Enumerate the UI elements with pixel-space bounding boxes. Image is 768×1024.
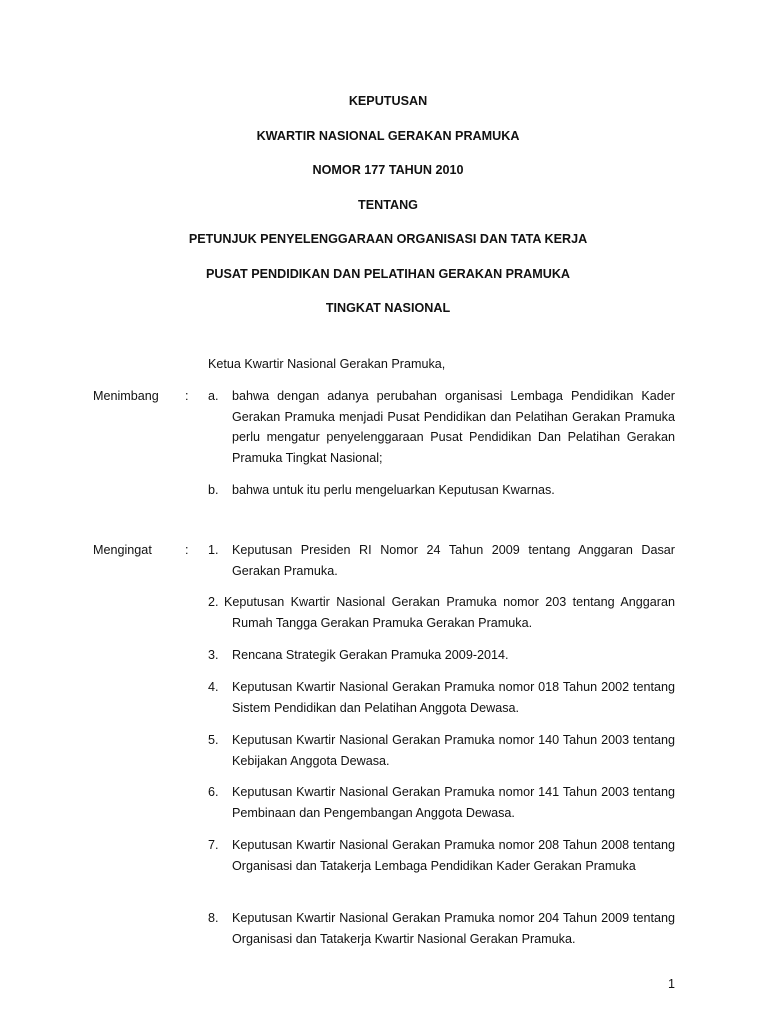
menimbang-item-b-text: bahwa untuk itu perlu mengeluarkan Keputusan Kwarnas. xyxy=(232,483,555,497)
mengingat-item-5 xyxy=(208,730,675,771)
menimbang-item-a-number: a. xyxy=(208,389,219,403)
mengingat-item-1 xyxy=(208,540,675,581)
mengingat-item-6-text: Keputusan Kwartir Nasional Gerakan Pramuka nomor 141 Tahun 2003 tentang Pembinaan dan Pengembangan Anggota Dewasa. xyxy=(232,785,675,820)
mengingat-item-1-text: Keputusan Presiden RI Nomor 24 Tahun 2009 tentang Anggaran Dasar Gerakan Pramuka. xyxy=(232,543,675,578)
mengingat-item-4-text: Keputusan Kwartir Nasional Gerakan Pramuka nomor 018 Tahun 2002 tentang Sistem Pendidikan dan Pelatihan Anggota Dewasa. xyxy=(232,680,675,715)
mengingat-item-8-text: Keputusan Kwartir Nasional Gerakan Pramuka nomor 204 Tahun 2009 tentang Organisasi dan Tatakerja Kwartir Nasional Gerakan Pramuka. xyxy=(232,911,675,946)
title-issuer: KWARTIR NASIONAL GERAKAN PRAMUKA xyxy=(256,128,520,143)
mengingat-item-3-text: Rencana Strategik Gerakan Pramuka 2009-2014. xyxy=(232,648,509,662)
mengingat-item-2-text: Keputusan Kwartir Nasional Gerakan Pramuka nomor 203 tentang Anggaran Rumah Tangga Gerakan Pramuka Gerakan Pramuka. xyxy=(224,595,675,630)
menimbang-item-b xyxy=(208,480,675,501)
opening-statement: Ketua Kwartir Nasional Gerakan Pramuka, xyxy=(208,357,446,371)
mengingat-label: Mengingat xyxy=(93,543,152,557)
title-keputusan: KEPUTUSAN xyxy=(348,94,428,108)
document-title-block xyxy=(0,91,768,333)
mengingat-item-7-text: Keputusan Kwartir Nasional Gerakan Pramuka nomor 208 Tahun 2008 tentang Organisasi dan Tatakerja Lembaga Pendidikan Kader Gerakan Pramuka xyxy=(232,838,675,873)
menimbang-colon: : xyxy=(185,389,189,403)
menimbang-item-a xyxy=(208,386,675,468)
title-tentang: TENTANG xyxy=(358,197,418,212)
mengingat-item-6 xyxy=(208,782,675,823)
menimbang-item-b-number: b. xyxy=(208,483,219,497)
mengingat-item-2 xyxy=(208,592,675,633)
mengingat-item-6-number: 6. xyxy=(208,785,219,799)
mengingat-item-3 xyxy=(208,645,675,666)
mengingat-item-7-number: 7. xyxy=(208,838,219,852)
menimbang-item-a-text: bahwa dengan adanya perubahan organisasi Lembaga Pendidikan Kader Gerakan Pramuka menjadi Pusat Pendidikan dan Pelatihan Gerakan Pramuka perlu mengatur penyelenggaraan Pusat Pendidikan Dan Pelatihan Gerakan Pramuka Tingkat Nasional; xyxy=(232,389,675,465)
mengingat-item-4-number: 4. xyxy=(208,680,219,694)
mengingat-item-5-text: Keputusan Kwartir Nasional Gerakan Pramuka nomor 140 Tahun 2003 tentang Kebijakan Anggota Dewasa. xyxy=(232,733,675,768)
title-subject-line-1: PETUNJUK PENYELENGGARAAN ORGANISASI DAN TATA KERJA xyxy=(188,232,588,246)
page-number: 1 xyxy=(668,977,676,991)
mengingat-item-7 xyxy=(208,835,675,876)
mengingat-item-8-number: 8. xyxy=(208,911,219,925)
title-subject-line-3: TINGKAT NASIONAL xyxy=(325,301,451,315)
mengingat-item-1-number: 1. xyxy=(208,543,219,557)
mengingat-item-8 xyxy=(208,908,675,949)
title-subject-line-2: PUSAT PENDIDIKAN DAN PELATIHAN GERAKAN PRAMUKA xyxy=(205,266,571,281)
mengingat-item-4 xyxy=(208,677,675,718)
mengingat-item-2-number: 2. xyxy=(208,595,219,609)
title-number: NOMOR 177 TAHUN 2010 xyxy=(312,163,464,177)
mengingat-item-5-number: 5. xyxy=(208,733,219,747)
mengingat-item-3-number: 3. xyxy=(208,648,219,662)
mengingat-colon: : xyxy=(185,543,189,557)
menimbang-label: Menimbang xyxy=(93,389,159,403)
